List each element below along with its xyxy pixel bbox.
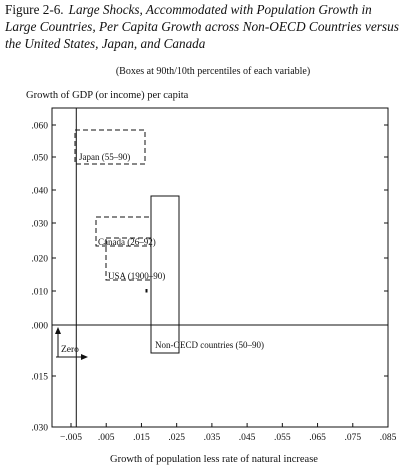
y-tick-label: .040 <box>31 186 48 197</box>
x-tick-label: .065 <box>309 433 326 443</box>
y-tick-label: .000 <box>31 321 48 332</box>
box-label-4: Non-OECD countries (50–90) <box>155 340 264 350</box>
x-tick-label: .035 <box>203 433 221 443</box>
plot-area <box>31 108 396 443</box>
data-point <box>146 289 148 293</box>
y-tick-label: .030 <box>31 423 48 434</box>
figure-title-line-2: Large Countries, Per Capita Growth across Non-OECD Countries versus <box>3 19 399 34</box>
y-tick-label: .015 <box>31 372 48 383</box>
y-tick-label: .020 <box>31 254 48 265</box>
box-label-2: Canada (26–92) <box>98 237 156 247</box>
x-tick-label: .025 <box>168 433 185 443</box>
y-tick-label: .050 <box>31 153 48 164</box>
x-tick-label: .085 <box>379 433 397 443</box>
x-tick-label: .015 <box>133 433 150 443</box>
figure-title-line-3: the United States, Japan, and Canada <box>5 36 206 51</box>
y-axis-label: Growth of GDP (or income) per capita <box>26 90 189 101</box>
box-label-1: Japan (55–90) <box>79 152 131 162</box>
zero-arrow-head-right <box>81 354 88 360</box>
x-tick-label: .055 <box>274 433 291 443</box>
y-tick-label: .060 <box>31 121 48 132</box>
figure-title-text: Large Shocks, Accommodated with Population Growth in <box>68 2 372 17</box>
figure-title-line-1 <box>5 2 372 17</box>
x-tick-label: .045 <box>238 433 256 443</box>
x-tick-label: −.005 <box>60 433 82 443</box>
x-axis-label: Growth of population less rate of natural increase <box>110 454 318 465</box>
figure-label: Figure 2-6. <box>5 2 64 17</box>
x-tick-label: .005 <box>97 433 115 443</box>
figure-subtitle: (Boxes at 90th/10th percentiles of each variable) <box>115 66 311 77</box>
zero-arrow-head-up <box>55 327 61 334</box>
box-label-3: USA (1900–90) <box>108 271 166 281</box>
zero-label: Zero <box>61 345 79 355</box>
x-tick-label: .075 <box>344 433 362 443</box>
y-tick-label: .030 <box>31 219 48 230</box>
y-tick-label: .010 <box>31 287 48 298</box>
